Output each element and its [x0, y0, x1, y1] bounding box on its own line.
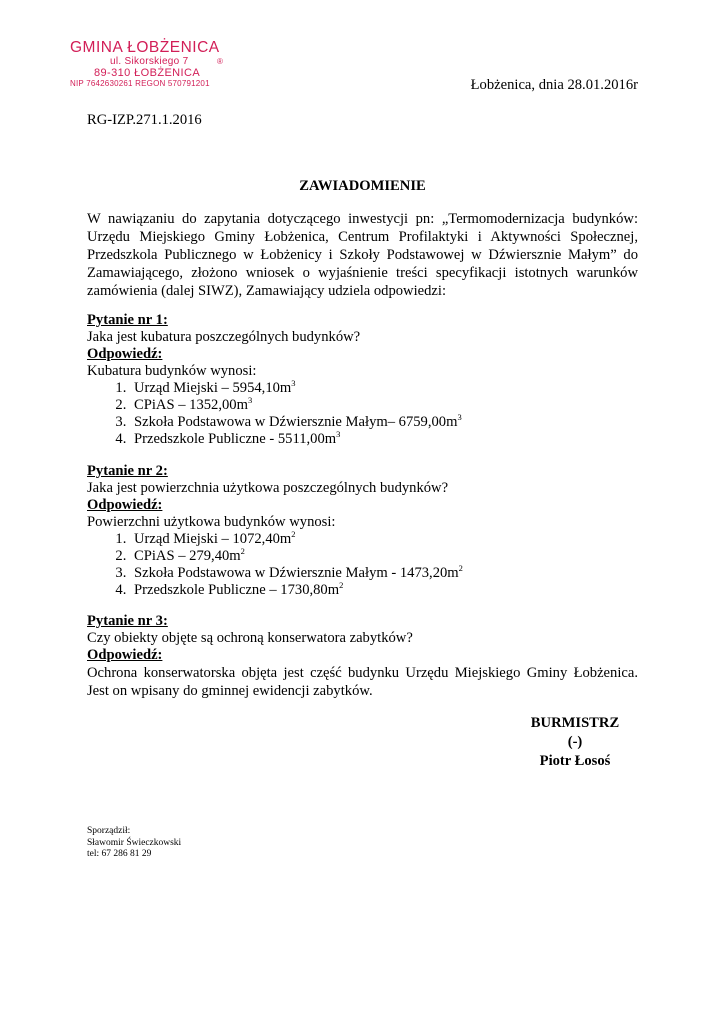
signature-mark: (-)	[567, 734, 583, 750]
signature-role: BURMISTRZ	[530, 715, 620, 731]
signature-name: Piotr Łosoś	[539, 753, 611, 769]
prepared-phone: tel: 67 286 81 29	[87, 849, 152, 859]
question-3-section	[87, 613, 638, 700]
answer-1-intro: Kubatura budynków wynosi:	[87, 363, 257, 379]
list-item: 4. Przedszkole Publiczne – $1730,80m^2$	[130, 582, 638, 599]
question-1-label: Pytanie nr 1:	[87, 312, 168, 328]
answer-1-list	[87, 380, 638, 448]
list-item: 3. Szkoła Podstawowa w Dźwiersznie Małym - $1473,20m^2$	[130, 565, 638, 582]
municipality-stamp	[70, 40, 240, 89]
intro-text: W nawiązaniu do zapytania dotyczącego inwestycji pn: „Termomodernizacja budynków: Urzędu Miejskiego Gminy Łobżenica, Centrum Profilaktyki i Aktywności Społecznej, Przedszkola Publicznego w Łobżenicy i Szkoły Podstawowej w Dźwiersznie Małym” do Zamawiającego, złożono wniosek o wyjaśnienie treści specyfikacji istotnych warunków zamówienia (dalej SIWZ), Zamawiający udziela odpowiedzi:	[87, 211, 638, 299]
prepared-name: Sławomir Świeczkowski	[87, 837, 182, 848]
answer-3-text: Ochrona konserwatorska objęta jest część budynku Urzędu Miejskiego Gminy Łobżenica. Jest on wpisany do gminnej ewidencji zabytków.	[87, 665, 638, 699]
prepared-by-block	[87, 826, 181, 861]
signature-block	[515, 714, 635, 771]
list-item: 2. CPiAS – $1352,00m^3$	[130, 397, 638, 414]
list-item: 2. CPiAS – $279,40m^2$	[130, 548, 638, 565]
answer-2-intro: Powierzchni użytkowa budynków wynosi:	[87, 514, 336, 530]
stamp-line-3: 89-310 ŁOBŻENICA	[94, 67, 201, 79]
answer-2-label: Odpowiedź:	[87, 497, 163, 513]
stamp-line-4: NIP 7642630261 REGON 570791201	[70, 79, 210, 88]
list-item: 1. Urząd Miejski – $1072,40m^2$	[130, 531, 638, 548]
answer-3-label: Odpowiedź:	[87, 647, 163, 663]
question-1-text: Jaka jest kubatura poszczególnych budynków?	[87, 329, 361, 345]
list-item: 1. Urząd Miejski – $5954,10m^3$	[130, 380, 638, 397]
document-date: Łobżenica, dnia 28.01.2016r	[470, 77, 638, 93]
list-item: 3. Szkoła Podstawowa w Dźwiersznie Małym– $6759,00m^3$	[130, 414, 638, 431]
intro-paragraph	[87, 210, 638, 300]
question-2-section	[87, 463, 638, 599]
prepared-label: Sporządził:	[87, 826, 131, 836]
question-1-section	[87, 312, 638, 448]
document-title: ZAWIADOMIENIE	[299, 178, 426, 194]
list-item: 4. Przedszkole Publiczne - $5511,00m^3$	[130, 431, 638, 448]
stamp-mark: ®	[217, 57, 223, 66]
question-2-text: Jaka jest powierzchnia użytkowa poszczególnych budynków?	[87, 480, 449, 496]
answer-1-label: Odpowiedź:	[87, 346, 163, 362]
question-3-label: Pytanie nr 3:	[87, 613, 168, 629]
reference-number: RG-IZP.271.1.2016	[87, 112, 202, 128]
answer-2-list	[87, 531, 638, 599]
question-2-label: Pytanie nr 2:	[87, 463, 168, 479]
stamp-line-1: GMINA ŁOBŻENICA	[70, 39, 220, 56]
stamp-line-2: ul. Sikorskiego 7	[110, 56, 189, 67]
question-3-text: Czy obiekty objęte są ochroną konserwatora zabytków?	[87, 630, 413, 646]
